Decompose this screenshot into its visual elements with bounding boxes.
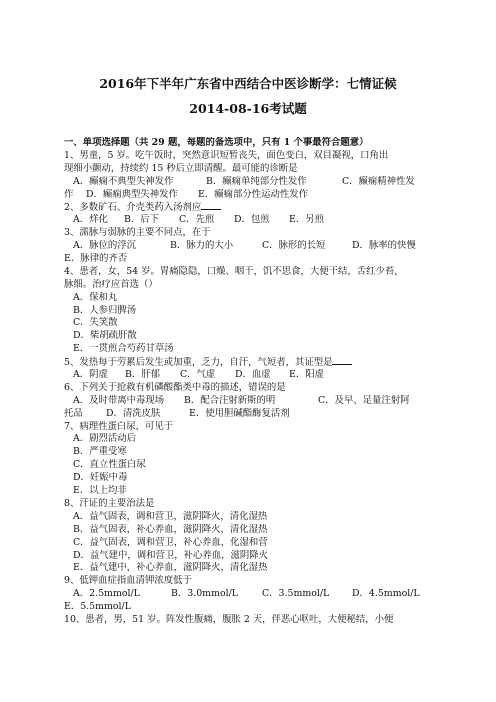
question-7-option-a: A．剧烈活动后 [73, 433, 137, 445]
section-heading: 一、单项选择题（共 29 题，每题的备选项中，只有 1 个事最符合题意） [64, 137, 369, 148]
question-9-option-a: A．2.5mmol/L [73, 588, 140, 600]
question-5-option-e: E．阳虚 [289, 369, 324, 381]
question-8-option-d: D．益气建中，调和营卫，补心养血，滋阴降火 [73, 549, 269, 561]
question-2-option-a: A．烊化 [73, 214, 108, 226]
question-2-options [64, 214, 436, 227]
question-3-options-row1 [64, 240, 436, 253]
question-5-option-b: B．肝郁 [125, 369, 161, 381]
question-1-option-e: E．癫痫部分性运动性发作 [198, 188, 308, 200]
question-2-stem [64, 201, 436, 214]
question-4-option-b: B．人参归脾汤 [73, 304, 137, 316]
question-6-option-c: C．及早、足量注射阿 [318, 394, 410, 406]
question-2-option-d: D．包煎 [234, 214, 270, 226]
question-1-option-d: D．癫痫典型失神发作 [86, 188, 178, 200]
question-2-stem-text: 2、多数矿石、介壳类药入汤剂应 [64, 202, 202, 214]
question-7-option-c: C．直立性蛋白尿 [73, 459, 146, 471]
question-4-stem-line2: 脉细。治疗应首选（） [64, 278, 158, 290]
question-6-option-e: E．使用胆碱酯酶复活剂 [189, 407, 290, 419]
question-9-options-row1 [64, 588, 436, 601]
document-subtitle: 2014-08-16考试题 [189, 101, 307, 116]
question-9-option-d: D．4.5mmol/L [352, 588, 420, 600]
question-5-option-c: C．气虚 [180, 369, 216, 381]
question-1-option-a: A．癫痫不典型失神发作 [73, 175, 174, 187]
question-6-options-row2 [64, 408, 436, 421]
question-6-option-b: B．配合注射新斯的明 [184, 394, 276, 406]
question-6-options-row1 [64, 395, 436, 408]
question-3-option-d: D．脉率的快慢 [352, 240, 416, 252]
question-2-option-c: C．先煎 [179, 214, 215, 226]
answer-blank [201, 201, 221, 210]
question-9-option-e: E．5.5mmol/L [64, 601, 131, 613]
question-list [64, 137, 436, 627]
question-1-option-c-continued: 作 [64, 188, 74, 200]
document-title: 2016年下半年广东省中西结合中医诊断学：七情证候 [99, 76, 397, 91]
question-8-option-e: E．益气建中，补心养血，滋阴降火，清化湿热 [73, 562, 268, 574]
question-9-stem: 9、低钾血症指血清钾浓度低于 [64, 575, 192, 587]
question-8-option-b: B．益气固表，补心养血，滋阴降火，清化湿热 [73, 523, 268, 535]
question-7-option-e: E．以上均非 [73, 485, 127, 497]
question-3-option-e: E．脉律的齐否 [64, 253, 128, 265]
question-4-option-c: C．失笑散 [73, 317, 118, 329]
question-5-options [64, 369, 436, 382]
question-6-stem: 6、下列关于抢救有机磷酸酯类中毒的描述，错误的是 [64, 381, 286, 393]
question-2-option-e: E．另煎 [289, 214, 324, 226]
question-1-options-row2 [64, 189, 436, 202]
question-6-option-a: A．及时带离中毒现场 [73, 394, 165, 406]
question-1-option-c: C．癫痫精神性发 [342, 175, 415, 187]
question-5-stem-text: 5、发热每于劳累后发生或加重，乏力，自汗，气短者，其证型是 [64, 357, 333, 369]
question-9-option-b: B．3.0mmol/L [171, 588, 238, 600]
question-3-option-a: A．脉位的浮沉 [73, 240, 137, 252]
question-4-option-a: A．保和丸 [73, 291, 118, 303]
question-4-option-e: E．一贯煎合芍药甘草汤 [73, 343, 174, 355]
question-6-option-c-continued: 托品 [64, 407, 83, 419]
question-7-stem: 7、病理性蛋白尿，可见于 [64, 420, 174, 432]
question-7-option-b: B．严重受寒 [73, 446, 127, 458]
question-3-stem: 3、濡脉与弱脉的主要不同点，在于 [64, 227, 211, 239]
question-8-stem: 8、汗证的主要治法是 [64, 497, 155, 509]
question-8-option-a: A．益气固表，调和营卫，滋阴降火，清化湿热 [73, 510, 268, 522]
question-5-stem [64, 356, 436, 369]
question-1-stem-line2: 现细小颤动，持续约 15 秒后立即清醒。最可能的诊断是 [64, 162, 298, 174]
question-4-option-d: D．柴胡疏肝散 [73, 330, 137, 342]
question-7-option-d: D．妊娠中毒 [73, 472, 128, 484]
question-3-option-c: C．脉形的长短 [262, 240, 326, 252]
question-5-option-a: A．阴虚 [73, 369, 108, 381]
question-6-option-d: D．清洗皮肤 [106, 407, 161, 419]
question-5-option-d: D．血虚 [235, 369, 271, 381]
question-1-option-b: B．癫痫单纯部分性发作 [206, 175, 307, 187]
question-10-stem-line1: 10、患者，男，51 岁。阵发性腹痛，腹胀 2 天，伴恶心呕吐，大便秘结，小便 [64, 613, 394, 625]
question-3-option-b: B．脉力的大小 [170, 240, 234, 252]
question-2-option-b: B．后下 [124, 214, 160, 226]
question-9-option-c: C．3.5mmol/L [262, 588, 330, 600]
question-1-options-row1 [64, 176, 436, 189]
question-8-option-c: C．益气固表，调和营卫，补心养血，化湿和营 [73, 536, 268, 548]
question-4-stem-line1: 4、患者，女，54 岁。胃痛隐隐，口燥、咽干，饥不思食，大便干结，舌红少苔， [64, 265, 404, 277]
answer-blank [332, 356, 352, 365]
question-1-stem-line1: 1、男童，5 岁。吃午饭时，突然意识短暂丧失，面色变白，双目凝视，口角出 [64, 149, 389, 161]
